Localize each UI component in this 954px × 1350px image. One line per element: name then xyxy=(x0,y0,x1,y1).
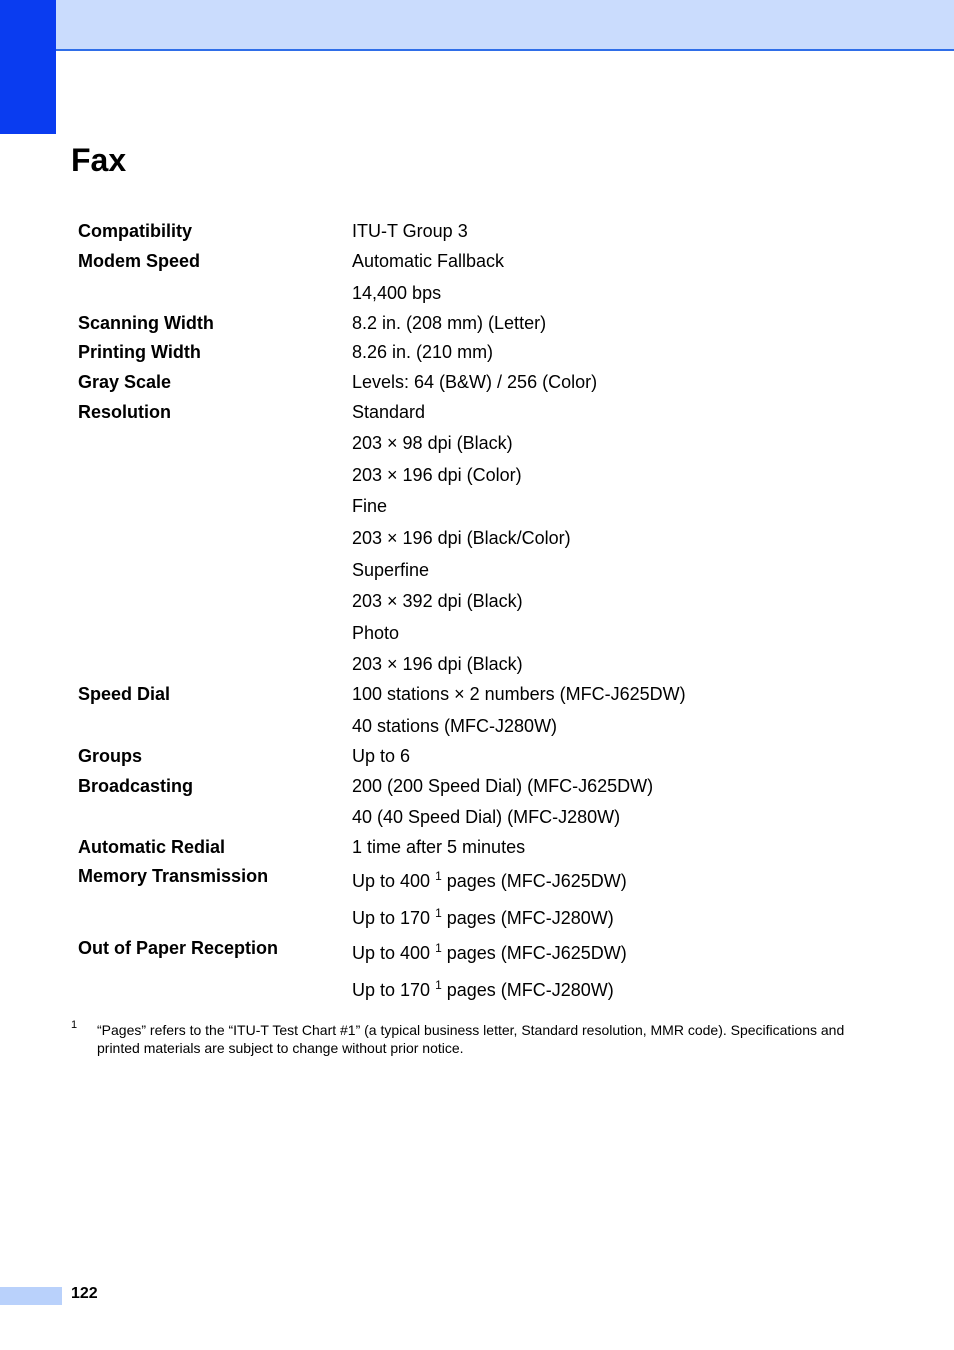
value-text: Up to 170 xyxy=(352,908,436,928)
spec-value: Photo xyxy=(352,623,400,643)
spec-value: 100 stations × 2 numbers (MFC-J625DW) xyxy=(352,684,686,704)
chapter-tab xyxy=(0,0,56,134)
spec-label-resolution: Resolution xyxy=(78,402,171,422)
value-text: pages (MFC-J280W) xyxy=(441,908,614,928)
value-text: pages (MFC-J625DW) xyxy=(441,943,627,963)
spec-value: 14,400 bps xyxy=(352,283,442,303)
spec-value: Automatic Fallback xyxy=(352,251,505,271)
spec-label-scanning-width: Scanning Width xyxy=(78,313,214,333)
spec-value: 203 × 196 dpi (Black/Color) xyxy=(352,528,571,548)
spec-value: 200 (200 Speed Dial) (MFC-J625DW) xyxy=(352,776,654,796)
footnote-marker: 1 xyxy=(71,1019,78,1031)
spec-value: 40 (40 Speed Dial) (MFC-J280W) xyxy=(352,807,621,827)
spec-value: ITU-T Group 3 xyxy=(352,221,468,241)
footnote-ref: 1 xyxy=(435,906,442,920)
footnote-text: “Pages” refers to the “ITU-T Test Chart #1” (a typical business letter, Standard resolution, MMR code). Specifications and printed materials are subject to change without prior notice. xyxy=(97,1022,845,1056)
spec-label-gray-scale: Gray Scale xyxy=(78,372,172,392)
spec-label-out-of-paper-reception: Out of Paper Reception xyxy=(78,938,279,958)
spec-value: 1 time after 5 minutes xyxy=(352,837,526,857)
spec-label-printing-width: Printing Width xyxy=(78,342,201,362)
spec-value: 40 stations (MFC-J280W) xyxy=(352,716,558,736)
spec-value xyxy=(352,979,614,1001)
spec-value: 203 × 196 dpi (Black) xyxy=(352,654,523,674)
spec-label-modem-speed: Modem Speed xyxy=(78,251,201,271)
spec-value: 203 × 392 dpi (Black) xyxy=(352,591,523,611)
value-text: pages (MFC-J280W) xyxy=(441,980,614,1000)
spec-label-compatibility: Compatibility xyxy=(78,221,193,241)
spec-value: Fine xyxy=(352,496,388,516)
spec-value: 203 × 98 dpi (Black) xyxy=(352,433,513,453)
footnote-ref: 1 xyxy=(435,941,442,955)
spec-value: Superfine xyxy=(352,560,430,580)
header-band xyxy=(0,0,954,51)
spec-value: Up to 6 xyxy=(352,746,411,766)
spec-value xyxy=(352,942,627,964)
spec-value: 8.2 in. (208 mm) (Letter) xyxy=(352,313,547,333)
spec-label-speed-dial: Speed Dial xyxy=(78,684,171,704)
value-text: pages (MFC-J625DW) xyxy=(441,871,627,891)
value-text: Up to 170 xyxy=(352,980,436,1000)
spec-label-broadcasting: Broadcasting xyxy=(78,776,194,796)
spec-value: Levels: 64 (B&W) / 256 (Color) xyxy=(352,372,598,392)
footnote-ref: 1 xyxy=(435,869,442,883)
spec-label-groups: Groups xyxy=(78,746,143,766)
page-title: Fax xyxy=(71,142,127,178)
value-text: Up to 400 xyxy=(352,943,436,963)
page-number: 122 xyxy=(71,1285,98,1302)
footnote-ref: 1 xyxy=(435,978,442,992)
value-text: Up to 400 xyxy=(352,871,436,891)
spec-value: Standard xyxy=(352,402,426,422)
spec-label-memory-transmission: Memory Transmission xyxy=(78,866,269,886)
spec-value xyxy=(352,907,614,929)
spec-label-automatic-redial: Automatic Redial xyxy=(78,837,226,857)
spec-value: 203 × 196 dpi (Color) xyxy=(352,465,522,485)
spec-value: 8.26 in. (210 mm) xyxy=(352,342,494,362)
spec-value xyxy=(352,870,627,892)
page-number-band xyxy=(0,1287,62,1305)
